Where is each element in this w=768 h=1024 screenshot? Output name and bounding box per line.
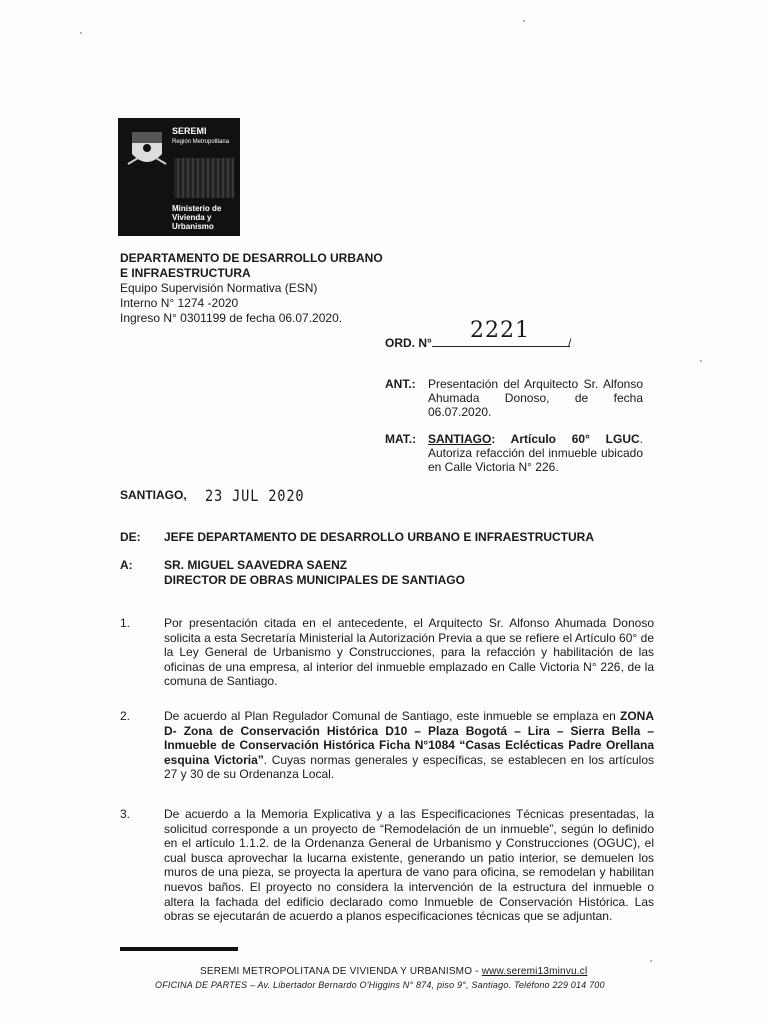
ministry-logo [118, 118, 240, 236]
paragraph-3: De acuerdo a la Memoria Explicativa y a las Especificaciones Técnicas presentadas, la solicitud corresponde a un proyecto de “Remodelación de un inmueble”, según lo definido en el artículo 1.1.2. de la Ordenanza General de Urbanismo y Construcciones (OGUC), el cual busca aprovechar la lucarna existente, generando un patio interior, se demuelen los muros de una pieza, se proyecta la apertura de vano para oficina, se remodelan y habilitan nuevos baños. El proyecto no considera la intervención de la estructura del inmueble o altera la fachada del edificio declarado como Inmueble de Conservación Histórica. Las obras se ejecutarán de acuerdo a planos especificaciones técnicas que se adjuntan. [164, 807, 654, 924]
mat-description: . Autoriza refacción del inmueble ubicado en Calle Victoria N° 226. [428, 432, 643, 474]
logo-seremi: SEREMI [172, 126, 207, 136]
scan-speck [700, 360, 702, 362]
ord-label: ORD. N° [385, 336, 432, 350]
a-label: A: [120, 558, 133, 572]
dept-line2: E INFRAESTRUCTURA [120, 266, 251, 280]
logo-ministry-line1: Ministerio de [172, 204, 222, 213]
footer-rule [120, 947, 238, 951]
footer-line2: OFICINA DE PARTES – Av. Libertador Bernardo O'Higgins N° 874, piso 9°, Santiago. Teléfono 229 014 700 [155, 980, 605, 990]
recipient-title: DIRECTOR DE OBRAS MUNICIPALES DE SANTIAGO [164, 573, 465, 587]
scan-speck [650, 960, 652, 962]
logo-ministry [172, 204, 221, 231]
ant-text: Presentación del Arquitecto Sr. Alfonso Ahumada Donoso, de fecha 06.07.2020. [428, 377, 643, 419]
paragraph-2-post: . Cuyas normas generales y específicas, se establecen en los artículos 27 y 30 de su Ordenanza Local. [164, 752, 654, 782]
de-text: JEFE DEPARTAMENTO DE DESARROLLO URBANO E INFRAESTRUCTURA [164, 530, 595, 544]
logo-ministry-line2: Vivienda y [172, 213, 212, 222]
mat-article: : Artículo 60° LGUC [491, 432, 640, 446]
de-label: DE: [120, 530, 141, 544]
internal-number: Interno N° 1274 -2020 [120, 296, 239, 310]
footer-website-link[interactable]: www.seremi13minvu.cl [481, 966, 588, 977]
paragraph-3-number: 3. [120, 807, 131, 821]
recipient-name: SR. MIGUEL SAAVEDRA SAENZ [164, 558, 348, 572]
a-recipient [164, 558, 465, 588]
paragraph-2 [164, 709, 654, 782]
footer-org: SEREMI METROPOLITANA DE VIVIENDA Y URBANISMO - [200, 966, 482, 977]
ant-label: ANT.: [385, 377, 416, 391]
paragraph-2-zone: ZONA D- Zona de Conservación Histórica D10 – Plaza Bogotá – Lira – Sierra Bella – Inmueble de Conservación Histórica Ficha N°1084 “Casas Eclécticas Padre Orellana esquina Victoria” [164, 709, 654, 767]
footer-line1 [200, 966, 587, 977]
paragraph-1: Por presentación citada en el antecedente, el Arquitecto Sr. Alfonso Ahumada Donoso solicita a esta Secretaría Ministerial la Autorización Previa a que se refiere el Artículo 60° de la Ley General de Urbanismo y Construcciones, para la refacción y habilitación de las oficinas de una empresa, al interior del inmueble emplazado en Calle Victoria N° 226, de la comuna de Santiago. [164, 616, 654, 689]
mat-text [428, 432, 643, 474]
department-header [120, 251, 383, 326]
logo-region: Región Metropolitana [172, 139, 230, 145]
dept-line1: DEPARTAMENTO DE DESARROLLO URBANO [120, 251, 383, 265]
paragraph-1-number: 1. [120, 616, 131, 630]
paragraph-2-pre: De acuerdo al Plan Regulador Comunal de Santiago, este inmueble se emplaza en [164, 709, 620, 723]
mat-label: MAT.: [385, 432, 417, 446]
logo-texture [174, 158, 234, 198]
ord-underline [432, 346, 570, 347]
date-stamp: 23 JUL 2020 [205, 486, 305, 505]
scan-speck [80, 32, 82, 34]
ord-slash: / [568, 336, 572, 350]
logo-ministry-line3: Urbanismo [172, 222, 214, 231]
scan-speck [523, 20, 525, 22]
ingreso-line: Ingreso N° 0301199 de fecha 06.07.2020. [120, 311, 343, 325]
coat-of-arms-icon [124, 124, 170, 174]
ord-number: 2221 [470, 318, 530, 343]
dateline-city: SANTIAGO, [120, 488, 187, 502]
paragraph-2-number: 2. [120, 709, 131, 723]
mat-place: SANTIAGO [428, 432, 492, 446]
team-line: Equipo Supervisión Normativa (ESN) [120, 281, 318, 295]
